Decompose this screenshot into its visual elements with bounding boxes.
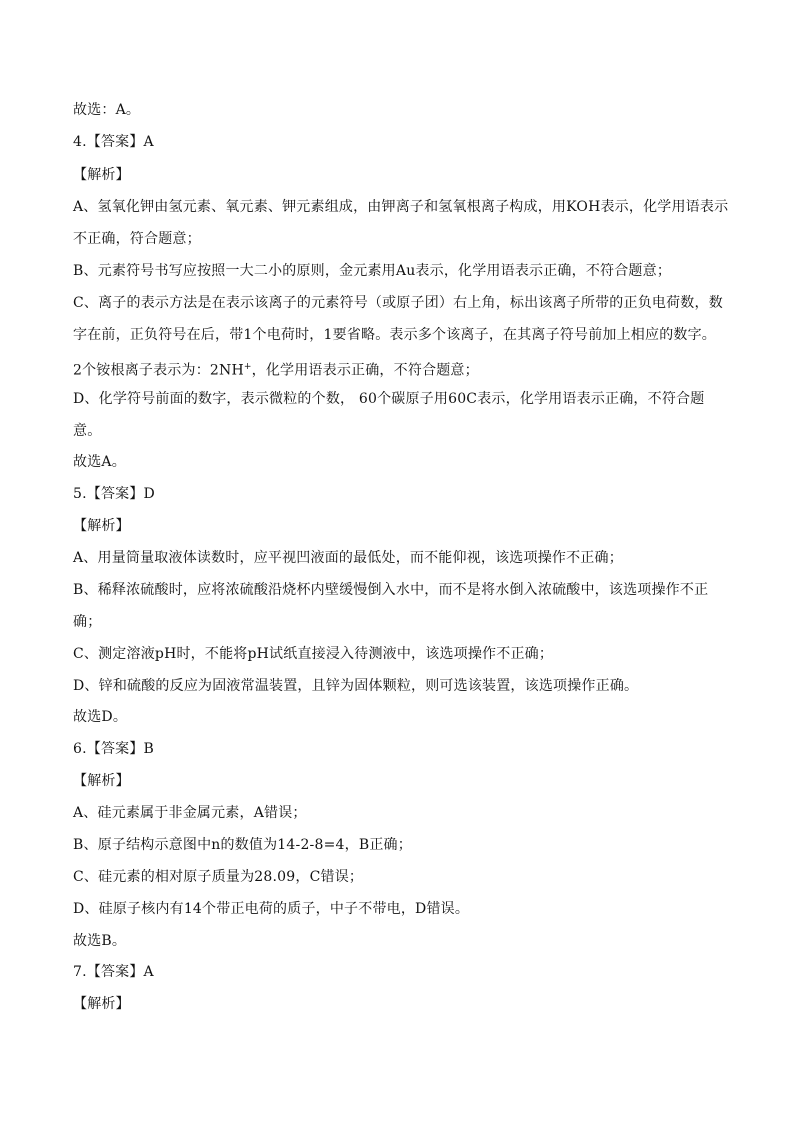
answer-heading: 7.【答案】A <box>73 964 154 980</box>
text-line: A、硅元素属于非金属元素，A错误； <box>73 805 307 821</box>
analysis-heading: 【解析】 <box>73 518 130 534</box>
text-line: A、用量筒量取液体读数时，应平视凹液面的最低处，而不能仰视，该选项操作不正确； <box>73 550 623 566</box>
analysis-heading: 【解析】 <box>73 167 130 183</box>
text-line: B、稀释浓硫酸时，应将浓硫酸沿烧杯内壁缓慢倒入水中，而不是将水倒入浓硫酸中，该选项操作不正 <box>73 582 709 598</box>
text-line: C、离子的表示方法是在表示该离子的元素符号（或原子团）右上角，标出该离子所带的正负电荷数，数 <box>73 295 723 311</box>
formula-line <box>73 358 479 380</box>
text-line: 意。 <box>73 423 102 439</box>
text-line: B、元素符号书写应按照一大二小的原则，金元素用Au表示，化学用语表示正确，不符合题意； <box>73 263 672 279</box>
text-line: 故选A。 <box>73 454 126 470</box>
text-line: C、硅元素的相对原子质量为28.09，C错误； <box>73 869 364 885</box>
ion-charge-superscript: + <box>243 362 252 372</box>
answer-heading: 6.【答案】B <box>73 741 155 757</box>
text-line: A、氢氧化钾由氢元素、氧元素、钾元素组成，由钾离子和氢氧根离子构成，用KOH表示，化学用语表示 <box>73 199 729 215</box>
analysis-heading: 【解析】 <box>73 773 130 789</box>
text-line: D、硅原子核内有14个带正电荷的质子，中子不带电，D错误。 <box>73 901 470 917</box>
text-line: 不正确，符合题意； <box>73 231 201 247</box>
formula-text-rest: ，化学用语表示正确，不符合题意； <box>251 362 479 379</box>
text-line: C、测定溶液pH时，不能将pH试纸直接浸入待测液中，该选项操作不正确； <box>73 646 554 662</box>
text-line: 字在前，正负符号在后，带1个电荷时，1要省略。表示多个该离子，在其离子符号前加上相应的数字。 <box>73 327 717 343</box>
formula-text: 2个铵根离子表示为：2NH <box>73 362 244 379</box>
text-line: 确； <box>73 614 102 630</box>
text-line: 故选D。 <box>73 709 128 725</box>
text-line: B、原子结构示意图中n的数值为14-2-8=4，B正确； <box>73 837 412 853</box>
answer-heading: 4.【答案】A <box>73 134 154 150</box>
answer-heading: 5.【答案】D <box>73 486 155 502</box>
text-line: 故选：A。 <box>73 102 141 118</box>
text-line: D、化学符号前面的数字，表示微粒的个数， 60个碳原子用60C表示，化学用语表示正确，不符合题 <box>73 391 705 407</box>
analysis-heading: 【解析】 <box>73 996 130 1012</box>
text-line: D、锌和硫酸的反应为固液常温装置，且锌为固体颗粒，则可选该装置，该选项操作正确。 <box>73 678 639 694</box>
text-line: 故选B。 <box>73 933 127 949</box>
